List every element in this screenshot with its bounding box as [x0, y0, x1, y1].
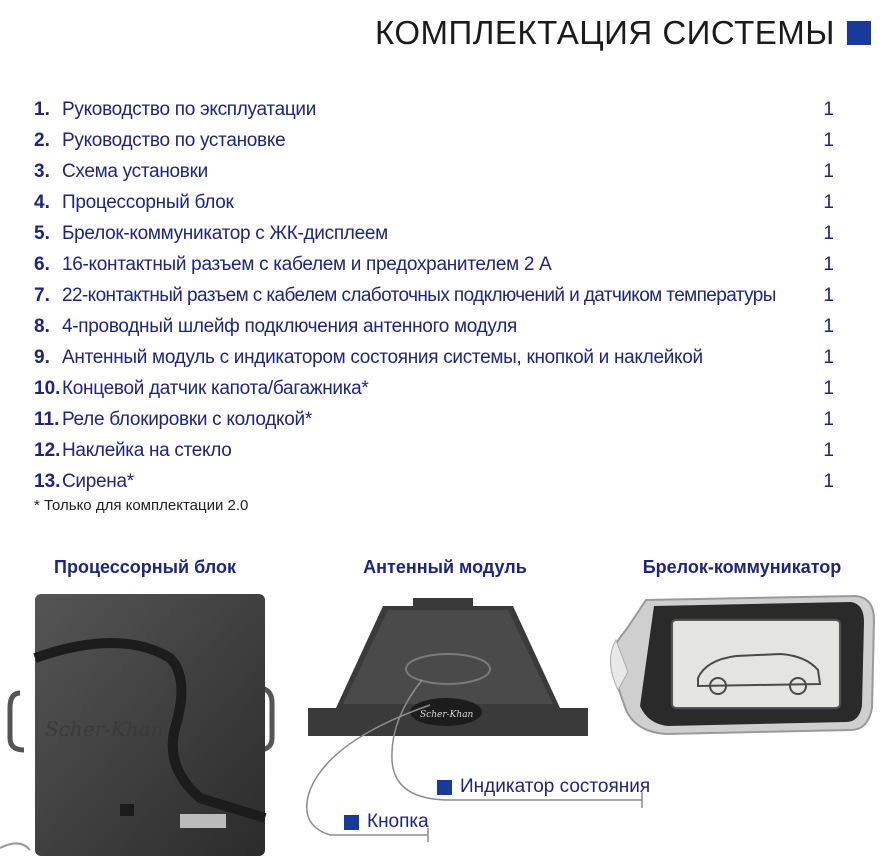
- item-label: 4-проводный шлейф подключения антенного модуля: [62, 315, 517, 337]
- item-quantity: 1: [823, 284, 834, 306]
- item-label: Антенный модуль с индикатором состояния системы, кнопкой и наклейкой: [62, 346, 703, 368]
- item-number: 12.: [34, 439, 61, 461]
- item-quantity: 1: [823, 377, 834, 399]
- page-header: [375, 14, 871, 52]
- item-number: 2.: [34, 129, 50, 151]
- item-label: Брелок-коммуникатор с ЖК-дисплеем: [62, 222, 388, 244]
- list-item: [34, 373, 834, 404]
- item-label: Концевой датчик капота/багажника*: [62, 377, 369, 399]
- callout-button-label: Кнопка: [367, 811, 429, 832]
- item-quantity: 1: [823, 439, 834, 461]
- item-quantity: 1: [823, 98, 834, 120]
- key-fob-image: [606, 590, 878, 740]
- callout-button: [344, 811, 429, 833]
- logo-text: Scher-Khan: [45, 717, 164, 741]
- antenna-logo-text: Scher-Khan: [420, 710, 474, 720]
- title-square-icon: [847, 21, 871, 45]
- item-number: 6.: [34, 253, 50, 275]
- callout-indicator-label: Индикатор состояния: [460, 776, 651, 797]
- list-item: [34, 311, 834, 342]
- list-item: [34, 156, 834, 187]
- callout-square-icon: [437, 780, 452, 795]
- item-quantity: 1: [823, 160, 834, 182]
- list-item: [34, 187, 834, 218]
- callout-square-icon: [344, 815, 359, 830]
- item-number: 5.: [34, 222, 50, 244]
- list-item: [34, 218, 834, 249]
- list-item: [34, 435, 834, 466]
- item-label: Руководство по установке: [62, 129, 286, 151]
- list-item: [34, 280, 834, 311]
- item-number: 7.: [34, 284, 50, 306]
- list-item: [34, 125, 834, 156]
- item-number: 3.: [34, 160, 50, 182]
- item-quantity: 1: [823, 191, 834, 213]
- caption-fob: Брелок-коммуникатор: [642, 557, 842, 577]
- item-quantity: 1: [823, 470, 834, 492]
- caption-processor: Процессорный блок: [54, 557, 236, 577]
- list-item: [34, 404, 834, 435]
- item-quantity: 1: [823, 222, 834, 244]
- page-title: КОМПЛЕКТАЦИЯ СИСТЕМЫ: [375, 14, 835, 51]
- item-number: 4.: [34, 191, 50, 213]
- item-quantity: 1: [823, 129, 834, 151]
- item-label: Процессорный блок: [62, 191, 234, 213]
- item-quantity: 1: [823, 253, 834, 275]
- list-item: [34, 466, 834, 497]
- item-number: 13.: [34, 470, 61, 492]
- item-number: 9.: [34, 346, 50, 368]
- item-label: Наклейка на стекло: [62, 439, 232, 461]
- list-item: [34, 249, 834, 280]
- item-quantity: 1: [823, 346, 834, 368]
- item-label: Реле блокировки с колодкой*: [62, 408, 312, 430]
- processor-block-image: [0, 588, 280, 856]
- item-label: Схема установки: [62, 160, 208, 182]
- callout-indicator: [437, 776, 650, 798]
- item-label: Сирена*: [62, 470, 134, 492]
- footnote: * Только для комплектации 2.0: [34, 497, 249, 514]
- item-number: 11.: [34, 408, 60, 430]
- caption-antenna: Антенный модуль: [363, 557, 527, 577]
- item-number: 8.: [34, 315, 50, 337]
- item-number: 1.: [34, 98, 50, 120]
- item-quantity: 1: [823, 315, 834, 337]
- item-number: 10.: [34, 377, 61, 399]
- item-quantity: 1: [823, 408, 834, 430]
- item-label: Руководство по эксплуатации: [62, 98, 317, 120]
- item-label: 22-контактный разъем с кабелем слаботочных подключений и датчиком температуры: [62, 284, 776, 306]
- components-list: [34, 94, 834, 497]
- item-label: 16-контактный разъем с кабелем и предохранителем 2 А: [62, 253, 552, 275]
- list-item: [34, 342, 834, 373]
- list-item: [34, 94, 834, 125]
